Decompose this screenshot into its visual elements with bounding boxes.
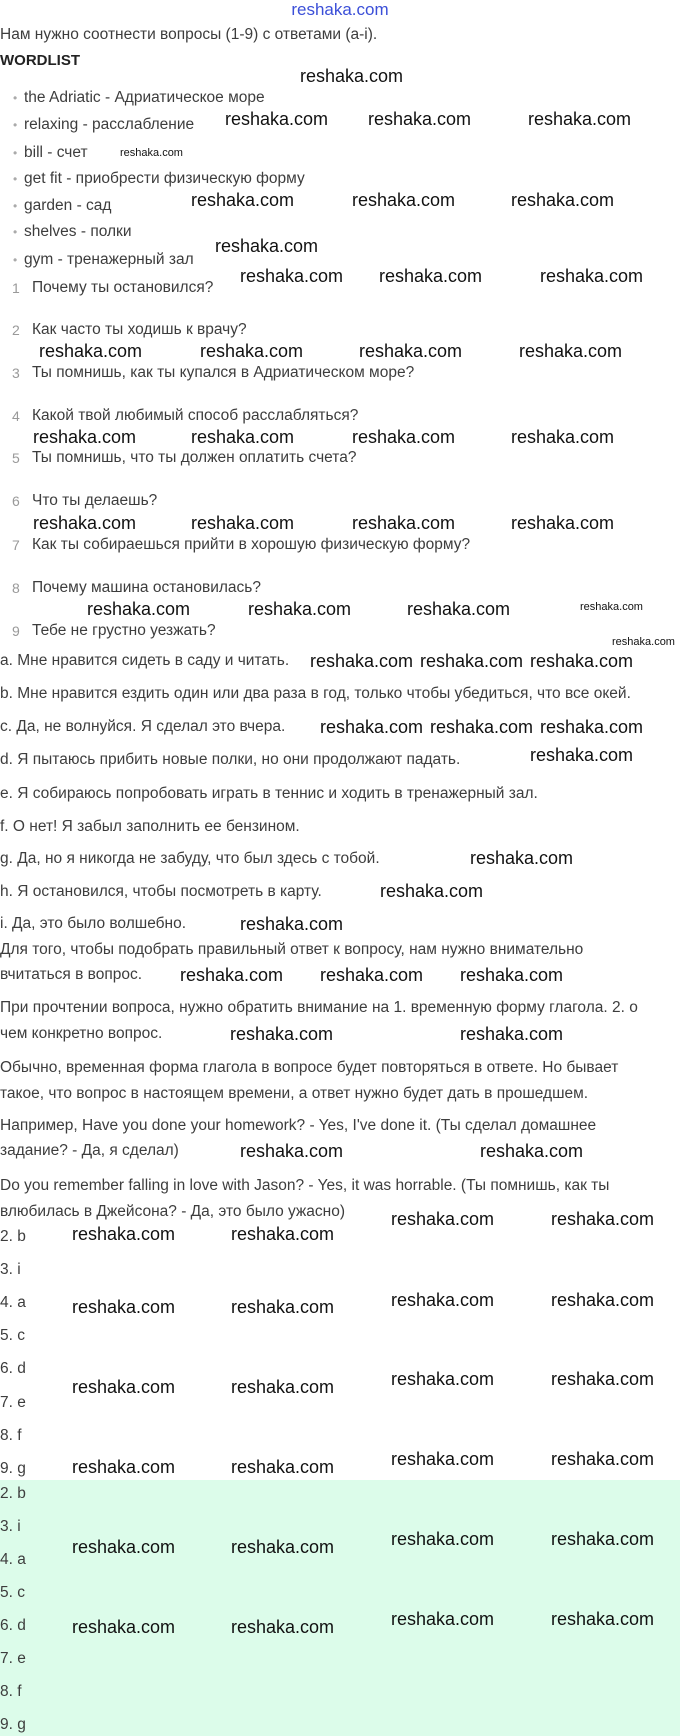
watermark-text: reshaka.com: [352, 190, 456, 210]
watermark-text: reshaka.com: [87, 599, 191, 619]
solution-item-highlighted: 7. e: [0, 1650, 26, 1667]
watermark-text: reshaka.com: [225, 109, 329, 129]
question-text: Что ты делаешь?: [32, 492, 158, 509]
bullet-icon: •: [13, 225, 18, 239]
question-number: 9: [12, 623, 20, 639]
solution-item-highlighted: 3. i: [0, 1518, 21, 1535]
watermark-text: reshaka.com: [470, 848, 574, 868]
answer-option: a. Мне нравится сидеть в саду и читать.: [0, 652, 290, 669]
watermark-text: reshaka.com: [240, 914, 344, 934]
site-logo-link[interactable]: reshaka.com: [291, 0, 389, 19]
question-text: Почему ты остановился?: [32, 279, 214, 296]
solution-item: 9. g: [0, 1460, 26, 1477]
solution-item: 5. c: [0, 1327, 25, 1344]
question-number: 2: [12, 322, 20, 338]
watermark-text: reshaka.com: [551, 1290, 655, 1310]
question-number: 4: [12, 408, 20, 424]
watermark-text: reshaka.com: [230, 1024, 334, 1044]
watermark-text: reshaka.com: [200, 341, 304, 361]
question-text: Как часто ты ходишь к врачу?: [32, 321, 247, 338]
answer-option: f. О нет! Я забыл заполнить ее бензином.: [0, 818, 300, 835]
watermark-text: reshaka.com: [480, 1141, 584, 1161]
watermark-text: reshaka.com: [72, 1224, 176, 1244]
watermark-text: reshaka.com: [248, 599, 352, 619]
watermark-text: reshaka.com: [33, 427, 137, 447]
watermark-text: reshaka.com: [320, 717, 424, 737]
solution-item: 6. d: [0, 1360, 26, 1377]
watermark-text: reshaka.com: [530, 745, 634, 765]
wordlist-item: shelves - полки: [24, 223, 132, 240]
intro-text: Нам нужно соотнести вопросы (1-9) с ответами (a-i).: [0, 26, 378, 43]
solution-item: 4. a: [0, 1294, 26, 1311]
question-number: 8: [12, 580, 20, 596]
watermark-text: reshaka.com: [72, 1377, 176, 1397]
watermark-text: reshaka.com: [72, 1617, 176, 1637]
question-text: Почему машина остановилась?: [32, 579, 261, 596]
watermark-text-small: reshaka.com: [612, 636, 675, 648]
wordlist-item: the Adriatic - Адриатическое море: [24, 89, 265, 106]
solution-item-highlighted: 9. g: [0, 1716, 26, 1733]
solution-item: 7. e: [0, 1394, 26, 1411]
solution-item: 8. f: [0, 1427, 22, 1444]
watermark-text: reshaka.com: [391, 1529, 495, 1549]
answer-option: c. Да, не волнуйся. Я сделал это вчера.: [0, 718, 286, 735]
solution-item-highlighted: 6. d: [0, 1617, 26, 1634]
watermark-text: reshaka.com: [391, 1209, 495, 1229]
question-text: Какой твой любимый способ расслабляться?: [32, 407, 359, 424]
watermark-text: reshaka.com: [240, 266, 344, 286]
watermark-text: reshaka.com: [430, 717, 534, 737]
answer-option: g. Да, но я никогда не забуду, что был здесь с тобой.: [0, 850, 380, 867]
explanation-line: Для того, чтобы подобрать правильный ответ к вопросу, нам нужно внимательно: [0, 941, 584, 958]
watermark-text: reshaka.com: [352, 427, 456, 447]
wordlist-title: WORDLIST: [0, 52, 80, 69]
watermark-text: reshaka.com: [511, 427, 615, 447]
watermark-text: reshaka.com: [540, 266, 644, 286]
watermark-text: reshaka.com: [72, 1537, 176, 1557]
answer-option: b. Мне нравится ездить один или два раза в год, только чтобы убедиться, что все окей.: [0, 685, 631, 702]
watermark-text: reshaka.com: [231, 1457, 335, 1477]
watermark-text: reshaka.com: [33, 513, 137, 533]
answer-option: e. Я собираюсь попробовать играть в теннис и ходить в тренажерный зал.: [0, 785, 538, 802]
watermark-text: reshaka.com: [320, 965, 424, 985]
watermark-text: reshaka.com: [391, 1290, 495, 1310]
watermark-text: reshaka.com: [407, 599, 511, 619]
question-text: Как ты собираешься прийти в хорошую физическую форму?: [32, 536, 471, 553]
bullet-icon: •: [13, 118, 18, 132]
watermark-text: reshaka.com: [191, 427, 295, 447]
watermark-text: reshaka.com: [368, 109, 472, 129]
explanation-line: При прочтении вопроса, нужно обратить внимание на 1. временную форму глагола. 2. о: [0, 999, 638, 1016]
bullet-icon: •: [13, 91, 18, 105]
wordlist-item: garden - сад: [24, 197, 112, 214]
bullet-icon: •: [13, 199, 18, 213]
watermark-text: reshaka.com: [530, 651, 634, 671]
watermark-text: reshaka.com: [231, 1224, 335, 1244]
watermark-text: reshaka.com: [379, 266, 483, 286]
watermark-text: reshaka.com: [231, 1297, 335, 1317]
watermark-text: reshaka.com: [391, 1369, 495, 1389]
watermark-text: reshaka.com: [551, 1209, 655, 1229]
question-text: Ты помнишь, что ты должен оплатить счета?: [32, 449, 357, 466]
solution-item-highlighted: 2. b: [0, 1485, 26, 1502]
answer-highlight-block: [0, 1480, 680, 1736]
wordlist-item: get fit - приобрести физическую форму: [24, 170, 305, 187]
question-number: 5: [12, 450, 20, 466]
answer-option: i. Да, это было волшебно.: [0, 915, 186, 932]
watermark-text: reshaka.com: [460, 1024, 564, 1044]
explanation-line: вчитаться в вопрос.: [0, 966, 143, 983]
watermark-text: reshaka.com: [551, 1369, 655, 1389]
watermark-text-small: reshaka.com: [120, 147, 183, 159]
bullet-icon: •: [13, 253, 18, 267]
watermark-text: reshaka.com: [72, 1457, 176, 1477]
solution-item-highlighted: 8. f: [0, 1683, 22, 1700]
watermark-text: reshaka.com: [391, 1609, 495, 1629]
solution-item: 2. b: [0, 1228, 26, 1245]
watermark-text: reshaka.com: [551, 1609, 655, 1629]
question-number: 6: [12, 493, 20, 509]
watermark-text: reshaka.com: [352, 513, 456, 533]
explanation-line: Do you remember falling in love with Jason? - Yes, it was horrable. (Ты помнишь, как ты: [0, 1177, 610, 1194]
question-number: 1: [12, 280, 20, 296]
watermark-text-small: reshaka.com: [580, 601, 643, 613]
watermark-text: reshaka.com: [231, 1617, 335, 1637]
watermark-text: reshaka.com: [39, 341, 143, 361]
watermark-text: reshaka.com: [359, 341, 463, 361]
watermark-text: reshaka.com: [231, 1537, 335, 1557]
watermark-text: reshaka.com: [72, 1297, 176, 1317]
solution-item: 3. i: [0, 1261, 21, 1278]
watermark-text: reshaka.com: [551, 1529, 655, 1549]
explanation-line: Обычно, временная форма глагола в вопросе будет повторяться в ответе. Но бывает: [0, 1059, 619, 1076]
explanation-line: Например, Have you done your homework? - Yes, I've done it. (Ты сделал домашнее: [0, 1117, 597, 1134]
wordlist-item: bill - счет: [24, 144, 88, 161]
watermark-text: reshaka.com: [180, 965, 284, 985]
watermark-text: reshaka.com: [300, 66, 404, 86]
watermark-text: reshaka.com: [231, 1377, 335, 1397]
solution-item-highlighted: 4. a: [0, 1551, 26, 1568]
watermark-text: reshaka.com: [511, 190, 615, 210]
wordlist-item: gym - тренажерный зал: [24, 251, 194, 268]
watermark-text: reshaka.com: [519, 341, 623, 361]
explanation-line: влюбилась в Джейсона? - Да, это было ужасно): [0, 1203, 346, 1220]
watermark-text: reshaka.com: [420, 651, 524, 671]
watermark-text: reshaka.com: [391, 1449, 495, 1469]
watermark-text: reshaka.com: [240, 1141, 344, 1161]
watermark-text: reshaka.com: [380, 881, 484, 901]
watermark-text: reshaka.com: [511, 513, 615, 533]
question-text: Тебе не грустно уезжать?: [32, 622, 216, 639]
bullet-icon: •: [13, 172, 18, 186]
bullet-icon: •: [13, 146, 18, 160]
watermark-text: reshaka.com: [540, 717, 644, 737]
question-text: Ты помнишь, как ты купался в Адриатическом море?: [32, 364, 415, 381]
watermark-text: reshaka.com: [215, 236, 319, 256]
answer-option: d. Я пытаюсь прибить новые полки, но они продолжают падать.: [0, 751, 461, 768]
watermark-text: reshaka.com: [460, 965, 564, 985]
question-number: 7: [12, 537, 20, 553]
watermark-text: reshaka.com: [310, 651, 414, 671]
solution-item-highlighted: 5. c: [0, 1584, 25, 1601]
watermark-text: reshaka.com: [191, 190, 295, 210]
watermark-text: reshaka.com: [528, 109, 632, 129]
question-number: 3: [12, 365, 20, 381]
explanation-line: чем конкретно вопрос.: [0, 1025, 163, 1042]
watermark-text: reshaka.com: [551, 1449, 655, 1469]
explanation-line: задание? - Да, я сделал): [0, 1142, 179, 1159]
watermark-text: reshaka.com: [191, 513, 295, 533]
answer-option: h. Я остановился, чтобы посмотреть в карту.: [0, 883, 322, 900]
explanation-line: такое, что вопрос в настоящем времени, а ответ нужно будет дать в прошедшем.: [0, 1085, 589, 1102]
wordlist-item: relaxing - расслабление: [24, 116, 195, 133]
